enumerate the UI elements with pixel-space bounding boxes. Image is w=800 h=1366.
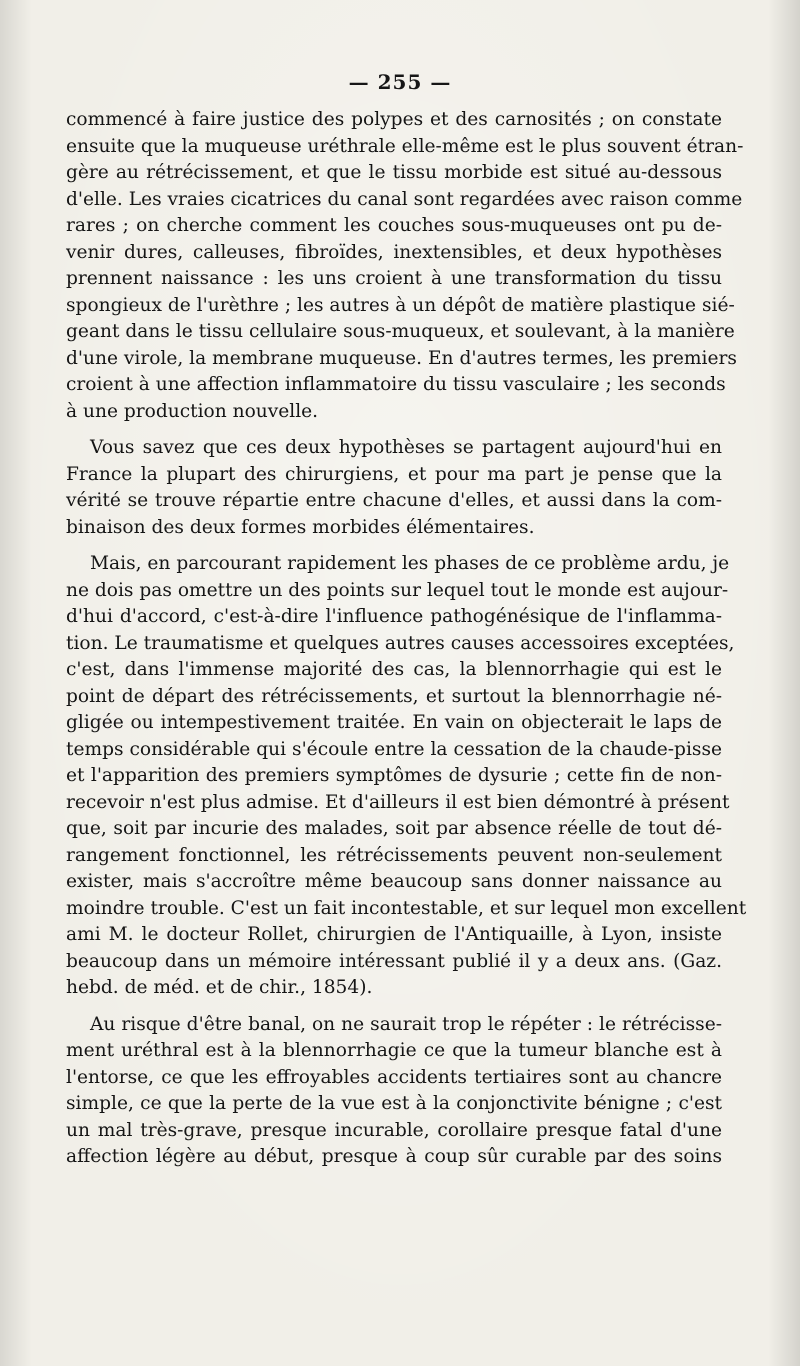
text-line: d'une virole, la membrane muqueuse. En d'autres termes, les premiers xyxy=(66,347,737,369)
text-line: un mal très-grave, presque incurable, corollaire presque fatal d'une xyxy=(66,1119,722,1141)
text-line: gère au rétrécissement, et que le tissu morbide est situé au-dessous xyxy=(66,162,722,183)
text-line: Au risque d'être banal, on ne saurait trop le répéter : le rétrécisse- xyxy=(90,1013,722,1035)
text-line: binaison des deux formes morbides élémentaires. xyxy=(66,516,535,538)
text-line: que, soit par incurie des malades, soit par absence réelle de tout dé- xyxy=(66,818,722,839)
text-line: exister, mais s'accroître même beaucoup sans donner naissance au xyxy=(66,871,722,892)
text-line: et l'apparition des premiers symptômes de dysurie ; cette fin de non- xyxy=(66,765,722,786)
text-line: recevoir n'est plus admise. Et d'ailleurs il est bien démontré à présent xyxy=(66,791,730,813)
text-line: Mais, en parcourant rapidement les phases de ce problème ardu, je xyxy=(90,553,730,574)
paragraph-3 xyxy=(66,551,747,1002)
text-line: moindre trouble. C'est un fait incontestable, et sur lequel mon excellent xyxy=(66,897,747,919)
text-line: rares ; on cherche comment les couches sous-muqueuses ont pu de- xyxy=(66,215,722,236)
text-line: prennent naissance : les uns croient à une transformation du tissu xyxy=(66,268,722,289)
text-line: c'est, dans l'immense majorité des cas, la blennorrhagie qui est le xyxy=(66,659,722,680)
text-line: à une production nouvelle. xyxy=(66,400,319,422)
paragraph-4 xyxy=(66,1012,722,1171)
text-line: point de départ des rétrécissements, et surtout la blennorrhagie né- xyxy=(66,685,722,707)
text-line: vérité se trouve répartie entre chacune d'elles, et aussi dans la com- xyxy=(66,490,722,511)
text-line: beaucoup dans un mémoire intéressant publié il y a deux ans. (Gaz. xyxy=(66,950,722,972)
text-line: ne dois pas omettre un des points sur lequel tout le monde est aujour- xyxy=(66,579,729,601)
text-line: d'elle. Les vraies cicatrices du canal sont regardées avec raison comme xyxy=(66,188,743,210)
text-line: simple, ce que la perte de la vue est à la conjonctivite bénigne ; c'est xyxy=(66,1093,722,1114)
text-line-citation: hebd. de méd. et de chir., 1854). xyxy=(66,977,373,998)
text-line: commencé à faire justice des polypes et des carnosités ; on constate xyxy=(66,109,722,130)
paragraph-2 xyxy=(66,435,722,541)
text-line: France la plupart des chirurgiens, et pour ma part je pense que la xyxy=(66,463,722,485)
text-line: Vous savez que ces deux hypothèses se partagent aujourd'hui en xyxy=(90,437,722,458)
text-line: ment uréthral est à la blennorrhagie ce que la tumeur blanche est à xyxy=(66,1040,722,1061)
text-line: croient à une affection inflammatoire du tissu vasculaire ; les seconds xyxy=(66,374,726,395)
text-line: geant dans le tissu cellulaire sous-muqueux, et soulevant, à la manière xyxy=(66,321,735,342)
text-line: ami M. le docteur Rollet, chirurgien de l'Antiquaille, à Lyon, insiste xyxy=(66,924,722,945)
text-line: l'entorse, ce que les effroyables accidents tertiaires sont au chancre xyxy=(66,1066,722,1088)
text-line: tion. Le traumatisme et quelques autres causes accessoires exceptées, xyxy=(66,632,735,654)
text-line: venir dures, calleuses, fibroïdes, inextensibles, et deux hypothèses xyxy=(66,241,722,263)
text-line: d'hui d'accord, c'est-à-dire l'influence pathogénésique de l'inflamma- xyxy=(66,606,722,627)
body-text xyxy=(66,107,747,1181)
text-line: spongieux de l'urèthre ; les autres à un dépôt de matière plastique sié- xyxy=(66,294,735,316)
text-line: rangement fonctionnel, les rétrécissements peuvent non-seulement xyxy=(66,844,722,866)
text-line: gligée ou intempestivement traitée. En vain on objecterait le laps de xyxy=(66,712,722,733)
text-line: affection légère au début, presque à coup sûr curable par des soins xyxy=(66,1146,722,1167)
text-line: temps considérable qui s'écoule entre la cessation de la chaude-pisse xyxy=(66,738,722,760)
text-line: ensuite que la muqueuse uréthrale elle-même est le plus souvent étran- xyxy=(66,135,744,157)
page-number: — 255 — xyxy=(348,70,452,94)
paragraph-1 xyxy=(66,107,744,425)
